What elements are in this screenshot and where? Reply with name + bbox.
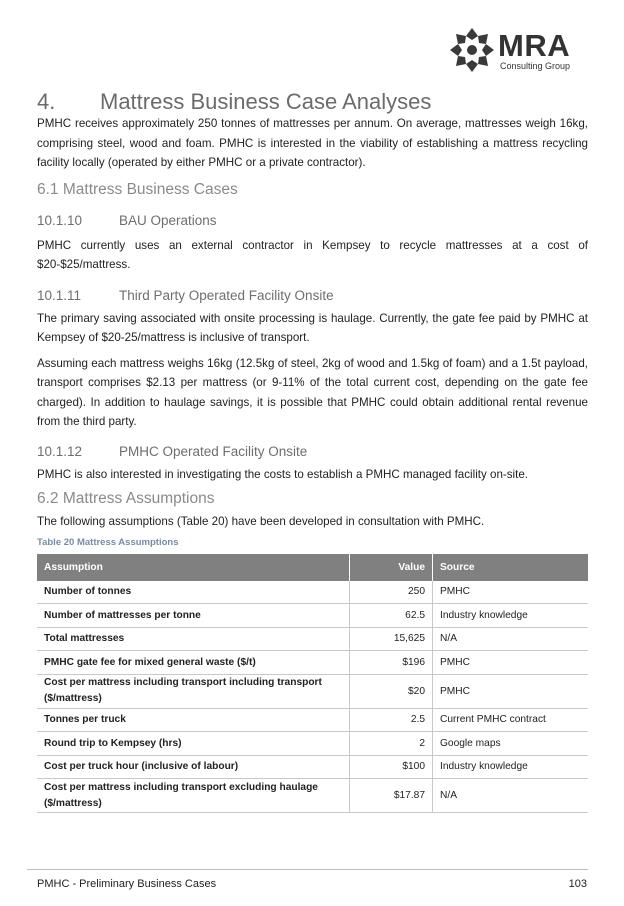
- subsection-number: 10.1.10: [37, 212, 83, 228]
- table-row: [37, 732, 588, 756]
- cell-value: 2.5: [350, 708, 433, 732]
- subsection-number: 10.1.11: [37, 287, 82, 303]
- cell-source: Current PMHC contract: [433, 708, 589, 732]
- cell-source: PMHC: [433, 651, 589, 675]
- chapter-heading: [37, 88, 588, 116]
- assumptions-table: [37, 554, 588, 814]
- cell-source: Google maps: [433, 732, 589, 756]
- cell-value: 250: [350, 581, 433, 604]
- cell-assumption: PMHC gate fee for mixed general waste ($/t): [37, 651, 350, 675]
- cell-source: PMHC: [433, 581, 589, 604]
- footer-document-title: PMHC - Preliminary Business Cases: [37, 878, 217, 890]
- subsection-title: Third Party Operated Facility Onsite: [119, 287, 334, 303]
- footer-divider: [27, 869, 588, 870]
- table-header-row: [37, 554, 588, 581]
- cell-value: $20: [350, 674, 433, 708]
- table-row: [37, 674, 588, 708]
- table-row: [37, 708, 588, 732]
- cell-source: Industry knowledge: [433, 604, 589, 628]
- subsection-heading-10-1-10: [37, 213, 588, 228]
- table-row: [37, 581, 588, 604]
- logo-subtitle: Consulting Group: [500, 61, 571, 71]
- table-row: [37, 651, 588, 675]
- page-content: [37, 88, 588, 813]
- cell-assumption: Total mattresses: [37, 627, 350, 651]
- cell-value: $100: [350, 755, 433, 779]
- subsection-title: PMHC Operated Facility Onsite: [119, 443, 308, 459]
- cell-assumption: Cost per truck hour (inclusive of labour): [37, 755, 350, 779]
- cell-value: $196: [350, 651, 433, 675]
- table-row: [37, 779, 588, 813]
- subsection-heading-10-1-11: [37, 288, 588, 303]
- cell-source: N/A: [433, 627, 589, 651]
- header-value: Value: [350, 554, 433, 581]
- cell-assumption: Tonnes per truck: [37, 708, 350, 732]
- assumptions-intro: The following assumptions (Table 20) have been developed in consultation with PMHC.: [37, 515, 485, 528]
- cell-value: 15,625: [350, 627, 433, 651]
- cell-source: PMHC: [433, 674, 589, 708]
- table-caption: Table 20 Mattress Assumptions: [37, 536, 179, 548]
- header-source: Source: [433, 554, 589, 581]
- table-row: [37, 604, 588, 628]
- cell-source: Industry knowledge: [433, 755, 589, 779]
- bau-paragraph: PMHC currently uses an external contractor in Kempsey to recycle mattresses at a cost of $20-$25/mattress.: [37, 238, 588, 271]
- table-row: [37, 755, 588, 779]
- cell-assumption: Cost per mattress including transport excluding haulage ($/mattress): [37, 779, 350, 813]
- logo-name: MRA: [498, 28, 571, 63]
- subsection-number: 10.1.12: [37, 443, 83, 459]
- chapter-number: 4.: [37, 89, 56, 114]
- cell-assumption: Round trip to Kempsey (hrs): [37, 732, 350, 756]
- section-heading-6-1: 6.1 Mattress Business Cases: [37, 180, 238, 198]
- company-logo: [448, 26, 586, 72]
- intro-paragraph: PMHC receives approximately 250 tonnes of mattresses per annum. On average, mattresses weigh 16kg, comprising steel, wood and foam. PMHC is interested in the viability of establishing a mattress recycling facility locally (operated by either PMHC or a private contractor).: [37, 117, 588, 169]
- page-number: 103: [568, 878, 587, 890]
- table-row: [37, 627, 588, 651]
- third-party-paragraph-2: Assuming each mattress weighs 16kg (12.5kg of steel, 2kg of wood and 1.5kg of foam) and a 1.5t payload, transport comprises $2.13 per mattress (or 9-11% of the total current cost, depending on the gate fee charged). In addition to haulage savings, it is possible that PMHC could obtain additional rental revenue from the third party.: [37, 356, 588, 428]
- cell-assumption: Number of tonnes: [37, 581, 350, 604]
- cell-value: 62.5: [350, 604, 433, 628]
- subsection-heading-10-1-12: [37, 444, 588, 459]
- cell-assumption: Number of mattresses per tonne: [37, 604, 350, 628]
- cell-value: 2: [350, 732, 433, 756]
- cell-value: $17.87: [350, 779, 433, 813]
- section-heading-6-2: 6.2 Mattress Assumptions: [37, 490, 215, 507]
- third-party-paragraph-1: The primary saving associated with onsite processing is haulage. Currently, the gate fee paid by PMHC at Kempsey of $20-25/mattress is inclusive of transport.: [37, 311, 588, 344]
- cell-source: N/A: [433, 779, 589, 813]
- pmhc-facility-paragraph: PMHC is also interested in investigating the costs to establish a PMHC managed facility on-site.: [37, 467, 529, 481]
- cell-assumption: Cost per mattress including transport including transport ($/mattress): [37, 674, 350, 708]
- subsection-title: BAU Operations: [119, 212, 217, 228]
- chapter-title: Mattress Business Case Analyses: [100, 89, 432, 114]
- pinwheel-logo-icon: [448, 26, 496, 74]
- header-assumption: Assumption: [37, 554, 350, 581]
